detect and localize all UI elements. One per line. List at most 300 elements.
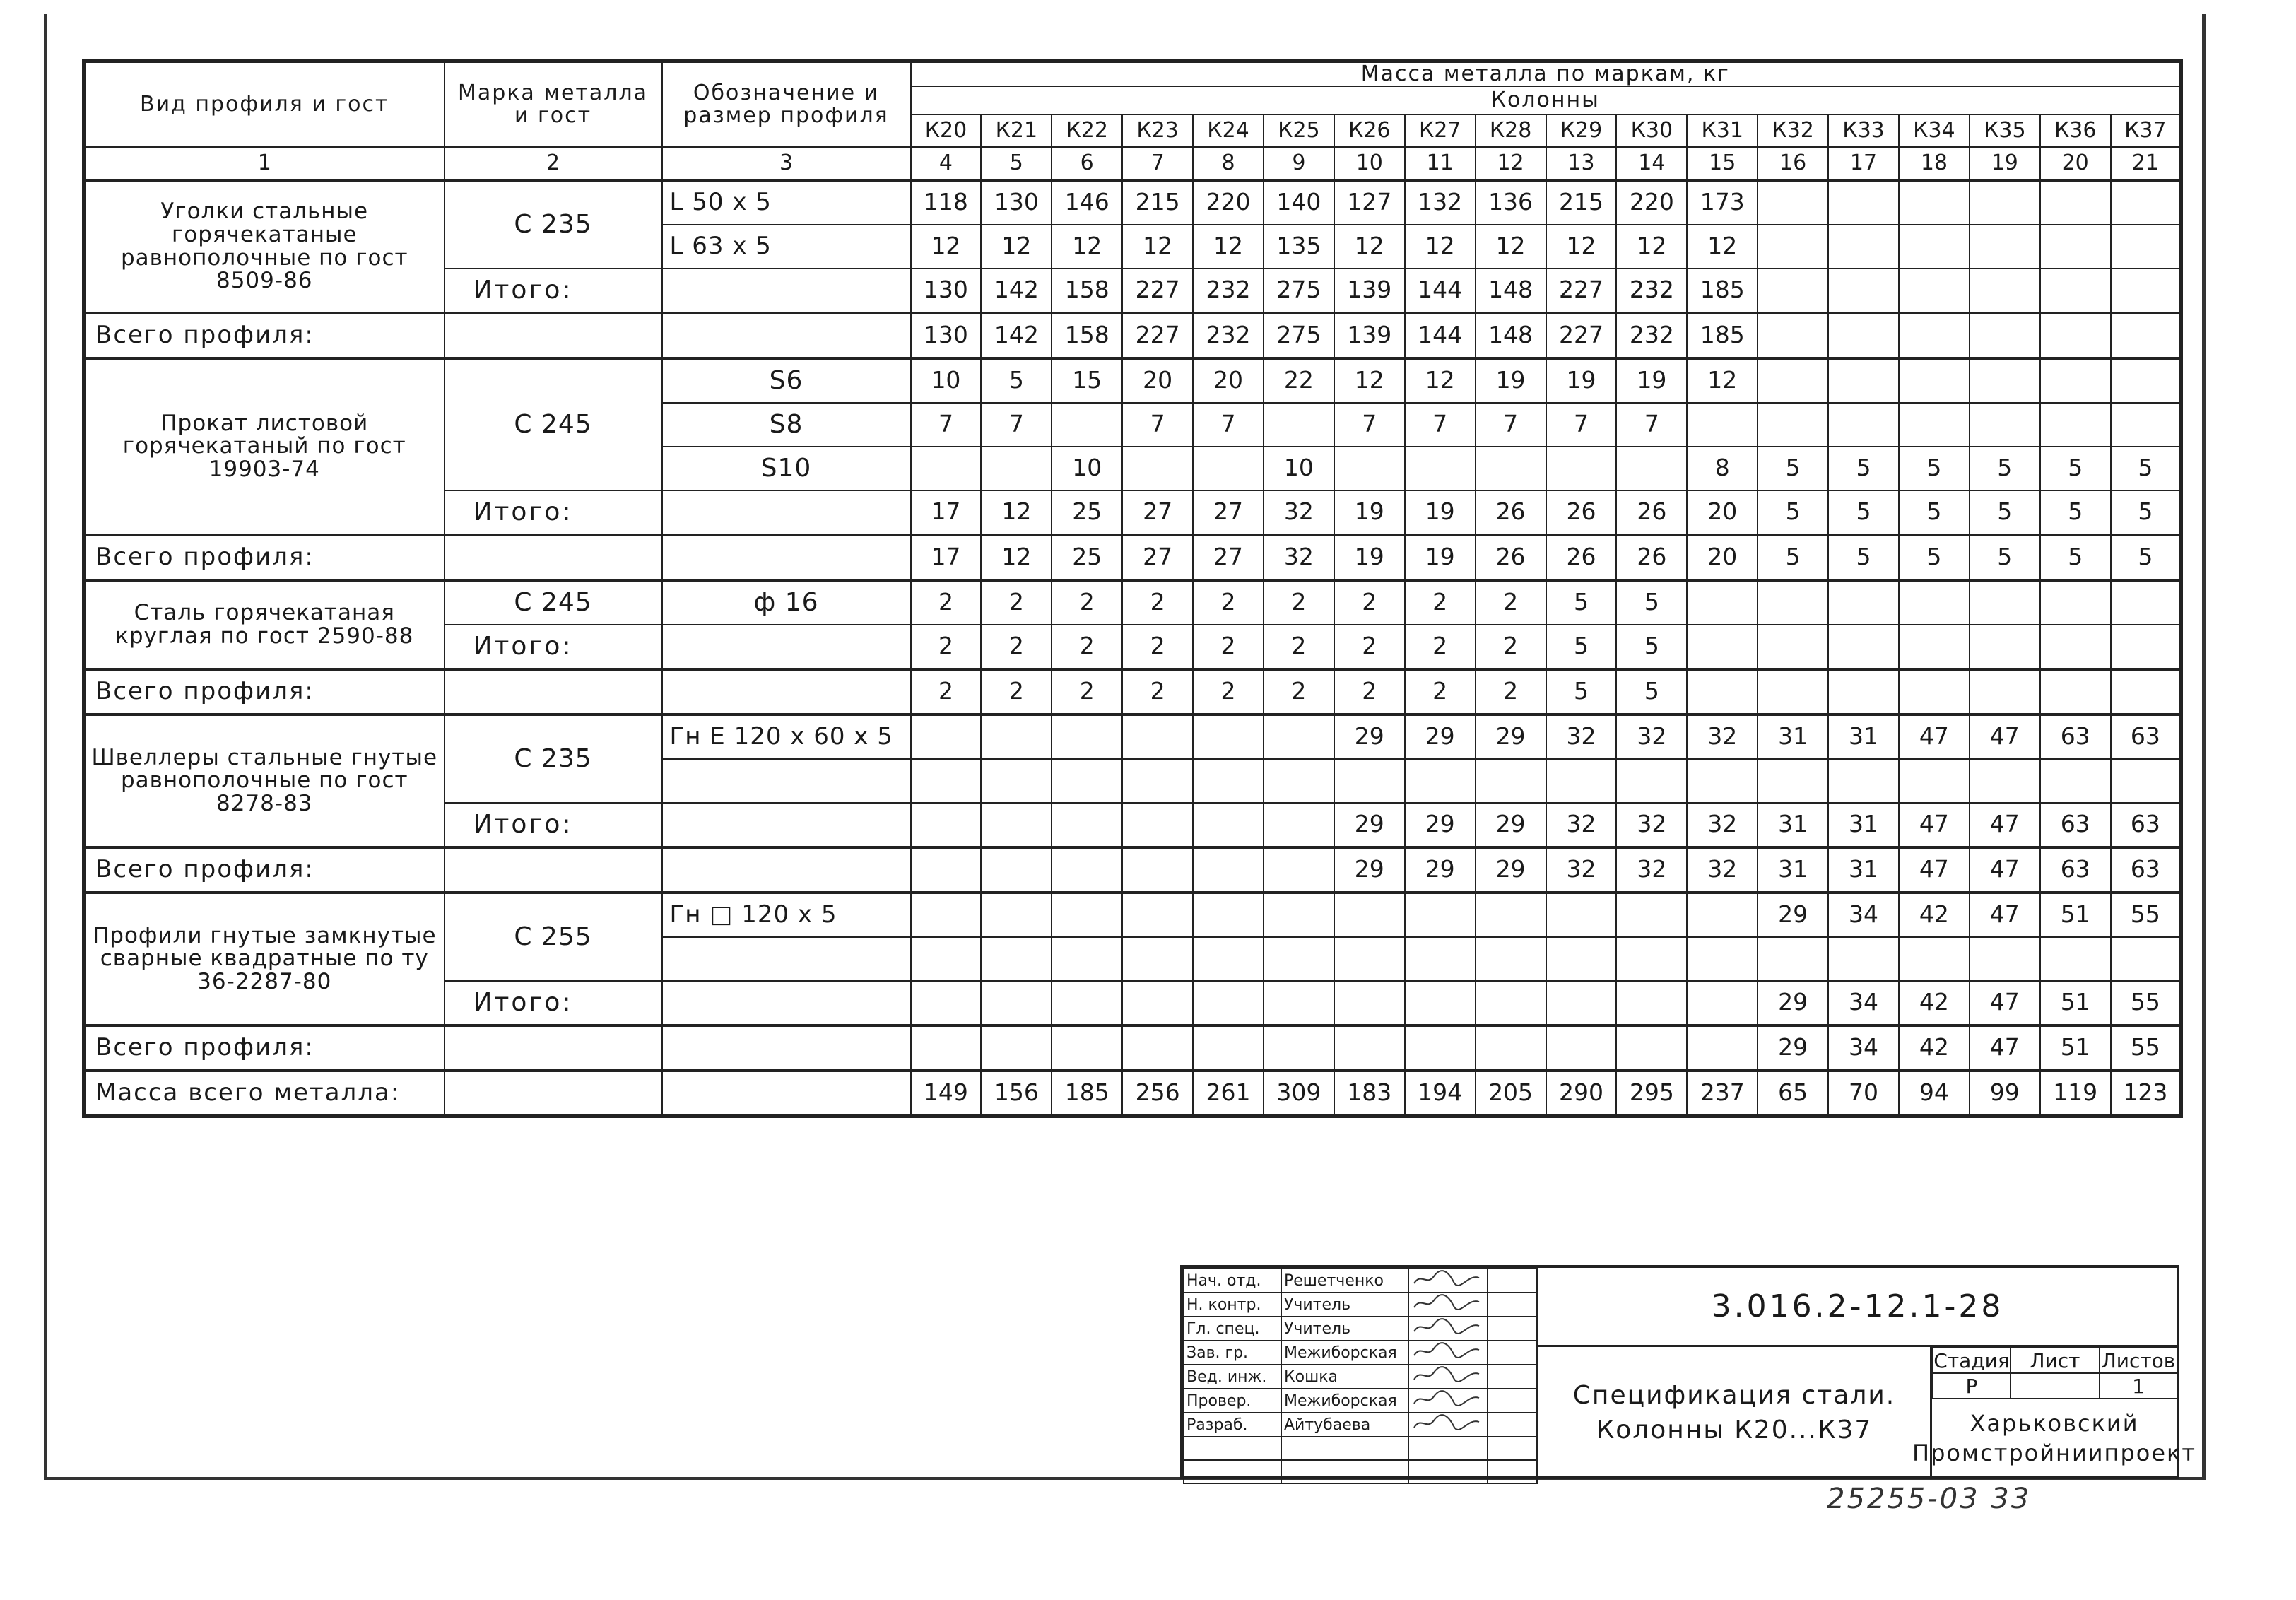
signature-name: Межиборская (1281, 1341, 1408, 1365)
mass-cell: 12 (1334, 358, 1405, 403)
profile-size: Гн □ 120 х 5 (662, 893, 911, 937)
mass-cell: 5 (1828, 490, 1899, 535)
mass-cell (2111, 937, 2182, 981)
sheet-header: Лист (2011, 1348, 2100, 1373)
mass-cell: 31 (1758, 714, 1828, 759)
mass-cell: 232 (1193, 313, 1264, 358)
mass-cell (1758, 937, 1828, 981)
signature-date (1488, 1341, 1537, 1365)
document-title-line2: Колонны К20...К37 (1596, 1415, 1873, 1445)
signature-row (1184, 1389, 1537, 1413)
mass-cell (1899, 225, 1970, 269)
mass-cell (1193, 759, 1264, 803)
column-number: 20 (2040, 147, 2111, 180)
mass-cell: 12 (1476, 225, 1546, 269)
mass-cell: 2 (1264, 669, 1334, 714)
mass-cell (1899, 180, 1970, 225)
mass-cell (2111, 313, 2182, 358)
mass-cell (1899, 937, 1970, 981)
mass-cell (1616, 893, 1687, 937)
mass-cell: 5 (1899, 447, 1970, 490)
mass-cell (981, 1025, 1052, 1071)
signature-date (1488, 1293, 1537, 1317)
profile-total-size-cell (662, 669, 911, 714)
mass-cell: 55 (2111, 1025, 2182, 1071)
mass-cell (1899, 313, 1970, 358)
grand-total-size-cell (662, 1071, 911, 1117)
steel-grade: С 235 (445, 714, 662, 803)
profile-total-label: Всего профиля: (84, 847, 445, 893)
mass-cell: 25 (1052, 535, 1122, 580)
mass-cell: 158 (1052, 269, 1122, 313)
mass-cell (1687, 1025, 1758, 1071)
mass-cell (1758, 403, 1828, 447)
mass-cell (1758, 358, 1828, 403)
signature-row (1184, 1413, 1537, 1437)
mass-cell (1970, 180, 2040, 225)
header-mark: К30 (1616, 114, 1687, 147)
mass-cell: 12 (1405, 225, 1476, 269)
column-number: 6 (1052, 147, 1122, 180)
mass-cell (1476, 981, 1546, 1025)
subtotal-size-cell (662, 269, 911, 313)
mass-cell (2111, 669, 2182, 714)
mass-cell (1828, 759, 1899, 803)
header-mark: К31 (1687, 114, 1758, 147)
profile-size: L 50 x 5 (662, 180, 911, 225)
mass-cell (2040, 937, 2111, 981)
mass-cell: 63 (2040, 714, 2111, 759)
mass-cell (2111, 403, 2182, 447)
signature-role: Зав. гр. (1184, 1341, 1281, 1365)
subtotal-label: Итого: (445, 803, 662, 847)
profile-total-steel-cell (445, 1025, 662, 1071)
header-mark: К20 (911, 114, 982, 147)
mass-cell (1899, 625, 1970, 669)
mass-cell (1122, 447, 1193, 490)
signature-name: Кошка (1281, 1365, 1408, 1389)
profile-size: S8 (662, 403, 911, 447)
mass-cell: 227 (1122, 313, 1193, 358)
signature-name: Решетченко (1281, 1269, 1408, 1293)
header-group: Колонны (911, 86, 2182, 114)
mass-cell (1193, 803, 1264, 847)
mass-cell: 2 (1476, 580, 1546, 625)
profile-total-steel-cell (445, 313, 662, 358)
mass-cell (1758, 225, 1828, 269)
profile-size: L 63 x 5 (662, 225, 911, 269)
mass-cell (911, 803, 982, 847)
mass-cell: 185 (1052, 1071, 1122, 1117)
stage-grid (1932, 1347, 2178, 1399)
mass-cell: 215 (1546, 180, 1617, 225)
mass-cell: 5 (2040, 535, 2111, 580)
mass-cell (1899, 580, 1970, 625)
subtotal-label: Итого: (445, 981, 662, 1025)
mass-cell: 19 (1405, 535, 1476, 580)
mass-cell (2040, 180, 2111, 225)
signature-row (1184, 1460, 1537, 1483)
mass-cell: 142 (981, 313, 1052, 358)
mass-cell: 12 (1193, 225, 1264, 269)
mass-cell (1334, 981, 1405, 1025)
mass-cell: 5 (1616, 625, 1687, 669)
mass-cell (1828, 937, 1899, 981)
mass-cell (1264, 1025, 1334, 1071)
mass-cell (1264, 937, 1334, 981)
mass-cell (1899, 759, 1970, 803)
mass-cell: 261 (1193, 1071, 1264, 1117)
signature-empty-cell (1488, 1437, 1537, 1460)
header-mark: К21 (981, 114, 1052, 147)
mass-cell: 5 (2111, 447, 2182, 490)
mass-cell: 20 (1122, 358, 1193, 403)
mass-cell: 2 (1122, 669, 1193, 714)
mass-cell (1758, 759, 1828, 803)
mass-cell (1687, 981, 1758, 1025)
mass-cell: 5 (1970, 490, 2040, 535)
mass-cell: 158 (1052, 313, 1122, 358)
mass-cell: 26 (1476, 490, 1546, 535)
signature-cell (1408, 1413, 1488, 1437)
mass-cell: 12 (1687, 225, 1758, 269)
subtotal-size-cell (662, 490, 911, 535)
mass-cell (1687, 625, 1758, 669)
mass-cell: 27 (1193, 535, 1264, 580)
mass-cell (911, 1025, 982, 1071)
mass-cell: 31 (1828, 803, 1899, 847)
steel-grade: С 245 (445, 580, 662, 625)
mass-cell: 32 (1687, 803, 1758, 847)
mass-cell: 185 (1687, 269, 1758, 313)
handwritten-signature-icon (1411, 1365, 1461, 1382)
mass-cell: 7 (1616, 403, 1687, 447)
signature-date (1488, 1317, 1537, 1341)
mass-cell (1970, 225, 2040, 269)
mass-cell: 7 (911, 403, 982, 447)
mass-cell: 32 (1616, 803, 1687, 847)
mass-cell: 29 (1758, 893, 1828, 937)
profile-total-steel-cell (445, 669, 662, 714)
mass-cell (981, 981, 1052, 1025)
mass-cell: 2 (1334, 625, 1405, 669)
steel-grade: С 245 (445, 358, 662, 490)
mass-cell (1193, 847, 1264, 893)
mass-cell (1616, 447, 1687, 490)
mass-cell: 34 (1828, 981, 1899, 1025)
mass-cell (1828, 180, 1899, 225)
header-size: Обозначение и размер профиля (662, 61, 911, 147)
mass-cell (1899, 669, 1970, 714)
mass-cell: 123 (2111, 1071, 2182, 1117)
profile-size (662, 759, 911, 803)
mass-cell (1264, 981, 1334, 1025)
mass-cell: 32 (1687, 714, 1758, 759)
mass-cell (1122, 937, 1193, 981)
signature-empty-cell (1184, 1437, 1281, 1460)
mass-cell: 32 (1616, 714, 1687, 759)
mass-cell: 8 (1687, 447, 1758, 490)
column-number: 9 (1264, 147, 1334, 180)
mass-cell (1193, 893, 1264, 937)
mass-cell (2040, 403, 2111, 447)
mass-cell: 256 (1122, 1071, 1193, 1117)
subtotal-label: Итого: (445, 269, 662, 313)
column-number: 17 (1828, 147, 1899, 180)
mass-cell: 2 (1405, 580, 1476, 625)
subtotal-label: Итого: (445, 625, 662, 669)
header-mark: К34 (1899, 114, 1970, 147)
mass-cell: 5 (1758, 535, 1828, 580)
signature-row (1184, 1293, 1537, 1317)
mass-cell: 31 (1758, 803, 1828, 847)
mass-cell: 20 (1687, 490, 1758, 535)
mass-cell: 22 (1264, 358, 1334, 403)
mass-cell (1970, 313, 2040, 358)
signature-cell (1408, 1293, 1488, 1317)
mass-cell (981, 714, 1052, 759)
mass-cell: 51 (2040, 981, 2111, 1025)
mass-cell (1687, 937, 1758, 981)
mass-cell: 119 (2040, 1071, 2111, 1117)
signature-row (1184, 1437, 1537, 1460)
mass-cell: 26 (1546, 535, 1617, 580)
organization-line2: Промстройниипроект (1912, 1439, 2196, 1466)
mass-cell: 139 (1334, 313, 1405, 358)
mass-cell: 118 (911, 180, 982, 225)
mass-cell (2111, 358, 2182, 403)
mass-cell (2040, 225, 2111, 269)
header-mark: К26 (1334, 114, 1405, 147)
mass-cell: 7 (1405, 403, 1476, 447)
mass-cell: 65 (1758, 1071, 1828, 1117)
signature-date (1488, 1269, 1537, 1293)
mass-cell (1758, 669, 1828, 714)
mass-cell (1616, 937, 1687, 981)
mass-cell: 19 (1476, 358, 1546, 403)
mass-cell (1828, 625, 1899, 669)
mass-cell: 5 (1758, 490, 1828, 535)
signature-empty-cell (1281, 1460, 1408, 1483)
signature-role: Разраб. (1184, 1413, 1281, 1437)
handwritten-signature-icon (1411, 1317, 1461, 1334)
mass-cell: 12 (981, 490, 1052, 535)
table-row (84, 714, 2182, 759)
header-mark: К36 (2040, 114, 2111, 147)
mass-cell (1405, 1025, 1476, 1071)
mass-cell (1546, 447, 1617, 490)
signature-empty-cell (1281, 1437, 1408, 1460)
table-row (84, 893, 2182, 937)
mass-cell (1828, 225, 1899, 269)
column-number: 21 (2111, 147, 2182, 180)
mass-cell: 2 (1476, 625, 1546, 669)
mass-cell (911, 759, 982, 803)
signature-row (1184, 1365, 1537, 1389)
mass-cell: 47 (1970, 1025, 2040, 1071)
profile-size: ф 16 (662, 580, 911, 625)
mass-cell: 47 (1970, 893, 2040, 937)
header-mass: Масса металла по маркам, кг (911, 61, 2182, 86)
mass-cell: 19 (1616, 358, 1687, 403)
signature-date (1488, 1389, 1537, 1413)
mass-cell: 10 (1052, 447, 1122, 490)
mass-cell: 27 (1122, 490, 1193, 535)
mass-cell: 5 (1758, 447, 1828, 490)
mass-cell (911, 714, 982, 759)
mass-cell (1546, 759, 1617, 803)
handwritten-signature-icon (1411, 1269, 1461, 1286)
mass-cell: 2 (1405, 669, 1476, 714)
signature-row (1184, 1341, 1537, 1365)
mass-cell (1264, 403, 1334, 447)
mass-cell: 29 (1476, 803, 1546, 847)
mass-cell (1122, 1025, 1193, 1071)
mass-cell: 194 (1405, 1071, 1476, 1117)
subtotal-size-cell (662, 981, 911, 1025)
mass-cell (911, 847, 982, 893)
mass-cell: 47 (1899, 847, 1970, 893)
sheet-value (2011, 1373, 2100, 1399)
profile-total-row (84, 669, 2182, 714)
signature-cell (1408, 1389, 1488, 1413)
document-code: 3.016.2-12.1-28 (1536, 1268, 2177, 1347)
mass-cell: 2 (1122, 625, 1193, 669)
mass-cell (1122, 981, 1193, 1025)
mass-cell: 51 (2040, 1025, 2111, 1071)
mass-cell: 19 (1405, 490, 1476, 535)
steel-grade: С 235 (445, 180, 662, 269)
title-block (1180, 1265, 2196, 1479)
mass-cell: 220 (1616, 180, 1687, 225)
mass-cell (1828, 358, 1899, 403)
mass-cell (1899, 269, 1970, 313)
mass-cell: 32 (1616, 847, 1687, 893)
mass-cell: 5 (1899, 490, 1970, 535)
mass-cell (1052, 847, 1122, 893)
signature-role: Нач. отд. (1184, 1269, 1281, 1293)
mass-cell: 183 (1334, 1071, 1405, 1117)
mass-cell: 19 (1334, 490, 1405, 535)
profile-total-row (84, 535, 2182, 580)
mass-cell (1052, 893, 1122, 937)
signature-name: Учитель (1281, 1317, 1408, 1341)
mass-cell: 142 (981, 269, 1052, 313)
mass-cell: 47 (1970, 714, 2040, 759)
mass-cell (1122, 803, 1193, 847)
mass-cell: 156 (981, 1071, 1052, 1117)
document-title-line1: Спецификация стали. (1572, 1380, 1896, 1410)
mass-cell: 27 (1122, 535, 1193, 580)
mass-cell (1122, 893, 1193, 937)
mass-cell: 12 (1546, 225, 1617, 269)
header-row (84, 61, 2182, 86)
mass-cell: 32 (1264, 490, 1334, 535)
mass-cell: 63 (2111, 847, 2182, 893)
mass-cell (1828, 580, 1899, 625)
mass-cell: 32 (1687, 847, 1758, 893)
mass-cell: 55 (2111, 981, 2182, 1025)
profile-size: S10 (662, 447, 911, 490)
organization (1912, 1398, 2196, 1479)
mass-cell: 10 (1264, 447, 1334, 490)
mass-cell (1687, 759, 1758, 803)
mass-cell (1264, 847, 1334, 893)
mass-cell (1052, 937, 1122, 981)
mass-cell: 290 (1546, 1071, 1617, 1117)
mass-cell: 2 (1052, 580, 1122, 625)
mass-cell (1758, 269, 1828, 313)
mass-cell: 2 (981, 625, 1052, 669)
mass-cell: 5 (1970, 447, 2040, 490)
mass-cell: 140 (1264, 180, 1334, 225)
mass-cell: 275 (1264, 313, 1334, 358)
mass-cell (1899, 403, 1970, 447)
mass-cell: 17 (911, 490, 982, 535)
mass-cell (911, 981, 982, 1025)
handwritten-signature-icon (1411, 1293, 1461, 1310)
mass-cell: 148 (1476, 313, 1546, 358)
stage-header: Стадия (1933, 1348, 2010, 1372)
mass-cell (1193, 714, 1264, 759)
profile-total-size-cell (662, 313, 911, 358)
mass-cell (1122, 759, 1193, 803)
mass-cell: 31 (1828, 714, 1899, 759)
mass-cell: 215 (1122, 180, 1193, 225)
mass-cell (1758, 313, 1828, 358)
mass-cell (1405, 893, 1476, 937)
mass-cell: 12 (981, 225, 1052, 269)
mass-cell (2111, 625, 2182, 669)
mass-cell (1193, 1025, 1264, 1071)
profile-name: Профили гнутые замкнутые сварные квадратные по ту 36-2287-80 (84, 893, 445, 1025)
column-number: 8 (1193, 147, 1264, 180)
grand-total-steel-cell (445, 1071, 662, 1117)
mass-cell (1546, 893, 1617, 937)
mass-cell (1970, 403, 2040, 447)
mass-cell: 5 (1899, 535, 1970, 580)
mass-cell: 32 (1546, 803, 1617, 847)
column-number: 4 (911, 147, 982, 180)
mass-cell (1052, 759, 1122, 803)
mass-cell (1334, 893, 1405, 937)
mass-cell: 20 (1687, 535, 1758, 580)
mass-cell: 5 (981, 358, 1052, 403)
mass-cell: 34 (1828, 1025, 1899, 1071)
mass-cell (981, 937, 1052, 981)
mass-cell: 130 (981, 180, 1052, 225)
mass-cell: 42 (1899, 893, 1970, 937)
mass-cell: 51 (2040, 893, 2111, 937)
mass-cell (1476, 447, 1546, 490)
mass-cell: 2 (911, 625, 982, 669)
mass-cell (1405, 447, 1476, 490)
profile-total-size-cell (662, 1025, 911, 1071)
mass-cell: 7 (1476, 403, 1546, 447)
profile-total-row (84, 313, 2182, 358)
column-number: 2 (445, 147, 662, 180)
profile-total-label: Всего профиля: (84, 1025, 445, 1071)
mass-cell: 144 (1405, 269, 1476, 313)
mass-cell (2040, 358, 2111, 403)
signature-empty-cell (1488, 1460, 1537, 1483)
signature-name: Айтубаева (1281, 1413, 1408, 1437)
mass-cell (1264, 893, 1334, 937)
mass-cell: 232 (1616, 269, 1687, 313)
column-number: 11 (1405, 147, 1476, 180)
mass-cell (981, 759, 1052, 803)
mass-cell (2111, 225, 2182, 269)
